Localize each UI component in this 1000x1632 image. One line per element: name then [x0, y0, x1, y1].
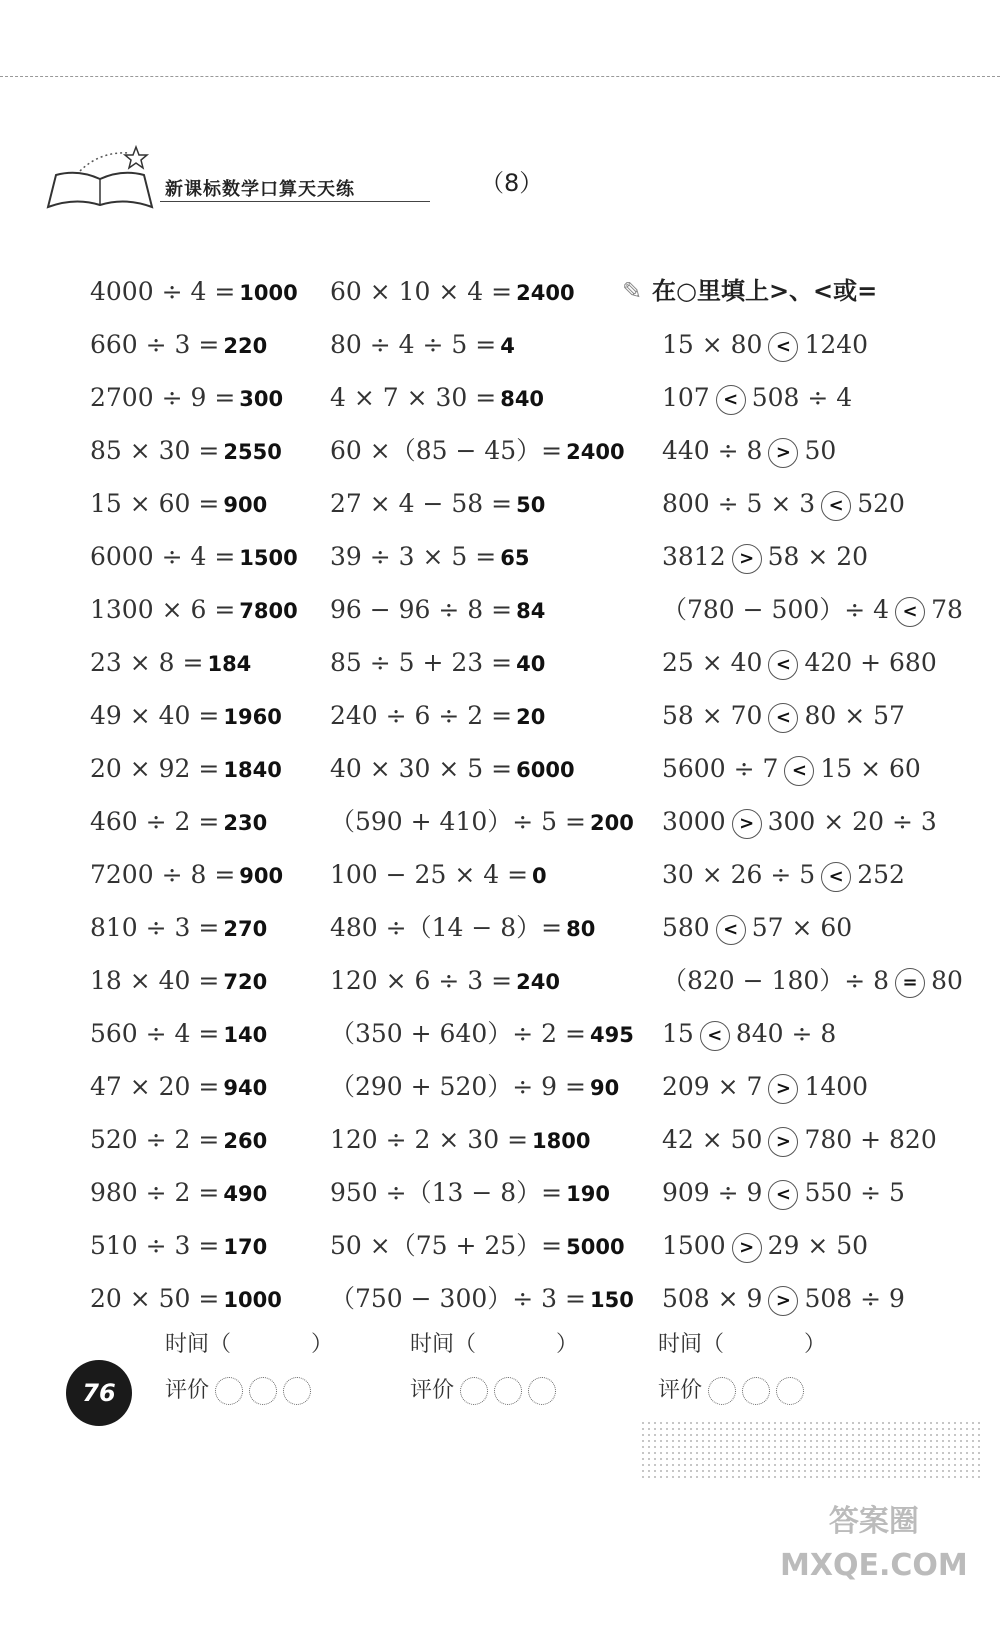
comparison-row: [622, 1113, 963, 1166]
expression: 2700 ÷ 9 =: [90, 383, 236, 412]
comparison-row: [622, 1272, 963, 1325]
book-title: 新课标数学口算天天练: [165, 179, 355, 200]
comparison-row: [622, 795, 963, 848]
answer: 940: [223, 1076, 268, 1100]
expression: 47 × 20 =: [90, 1072, 220, 1101]
expression: 660 ÷ 3 =: [90, 330, 220, 359]
calc-row: [330, 318, 634, 371]
comparison-left: 580: [662, 913, 710, 942]
answer: 840: [500, 387, 545, 411]
expression: （750 − 300）÷ 3 =: [330, 1284, 586, 1313]
expression: 18 × 40 =: [90, 966, 220, 995]
calc-row: [330, 1272, 634, 1325]
comparison-left: 209 × 7: [662, 1072, 763, 1101]
calc-row: [330, 848, 634, 901]
answer: 140: [223, 1023, 268, 1047]
calc-row: [330, 583, 634, 636]
decorative-speckle: [640, 1420, 980, 1480]
comparison-left: 107: [662, 383, 710, 412]
comparison-symbol: <: [821, 862, 851, 892]
comparison-row: [622, 318, 963, 371]
expression: 4 × 7 × 30 =: [330, 383, 497, 412]
comparison-symbol: <: [821, 491, 851, 521]
comparison-row: [622, 636, 963, 689]
calc-row: [330, 954, 634, 1007]
comparison-left: 800 ÷ 5 × 3: [662, 489, 816, 518]
answer: 240: [516, 970, 560, 994]
calc-row: [330, 1166, 634, 1219]
comparison-row: [622, 583, 963, 636]
expression: 20 × 50 =: [90, 1284, 220, 1313]
comparison-symbol: >: [768, 1127, 798, 1157]
pencil-icon: ✎: [622, 277, 643, 305]
answer: 1500: [239, 546, 298, 570]
comparison-row: [622, 371, 963, 424]
comparison-right: 252: [857, 860, 905, 889]
calc-row: [330, 1219, 634, 1272]
comparison-right: 780 + 820: [804, 1125, 937, 1154]
answer: 900: [239, 864, 284, 888]
expression: 100 − 25 × 4 =: [330, 860, 529, 889]
expression: 85 × 30 =: [90, 436, 220, 465]
answer: 40: [516, 652, 546, 676]
comparison-symbol: <: [768, 650, 798, 680]
expression: 510 ÷ 3 =: [90, 1231, 220, 1260]
smile-face-icon: [708, 1377, 736, 1405]
comparison-row: [622, 901, 963, 954]
comparison-right: 520: [857, 489, 905, 518]
column-2: [330, 265, 634, 1325]
expression: 460 ÷ 2 =: [90, 807, 220, 836]
comparison-row: [622, 1166, 963, 1219]
comparison-right: 80: [931, 966, 963, 995]
calc-row: [90, 1219, 298, 1272]
answer: 720: [223, 970, 268, 994]
answer: 80: [566, 917, 596, 941]
comparison-left: 508 × 9: [662, 1284, 763, 1313]
expression: 15 × 60 =: [90, 489, 220, 518]
calc-row: [90, 424, 298, 477]
comparison-symbol: <: [768, 1180, 798, 1210]
answer: 1800: [532, 1129, 591, 1153]
calc-row: [330, 424, 634, 477]
expression: 27 × 4 − 58 =: [330, 489, 513, 518]
comparison-right: 550 ÷ 5: [804, 1178, 905, 1207]
answer: 7800: [239, 599, 298, 623]
watermark: 答案圈 MXQE.COM: [780, 1504, 968, 1583]
comparison-symbol: =: [895, 968, 925, 998]
expression: 85 ÷ 5 + 23 =: [330, 648, 513, 677]
comparison-right: 58 × 20: [767, 542, 869, 571]
expression: 240 ÷ 6 ÷ 2 =: [330, 701, 513, 730]
comparison-right: 80 × 57: [804, 701, 905, 730]
comparison-symbol: >: [768, 438, 798, 468]
expression: （290 + 520）÷ 9 =: [330, 1072, 586, 1101]
comparison-row: [622, 1007, 963, 1060]
answer: 6000: [516, 758, 575, 782]
comparison-row: [622, 477, 963, 530]
answer: 495: [589, 1023, 634, 1047]
comparison-left: 30 × 26 ÷ 5: [662, 860, 816, 889]
comparison-left: 909 ÷ 9: [662, 1178, 763, 1207]
answer: 5000: [566, 1235, 625, 1259]
comparison-left: 1500: [662, 1231, 726, 1260]
answer: 220: [223, 334, 268, 358]
comparison-right: 57 × 60: [751, 913, 853, 942]
answer: 170: [223, 1235, 268, 1259]
comparison-symbol: <: [895, 597, 925, 627]
comparison-left: （780 − 500）÷ 4: [662, 595, 890, 624]
calc-row: [90, 318, 298, 371]
expression: 60 ×（85 − 45）=: [330, 436, 563, 465]
comparison-symbol: >: [732, 1233, 762, 1263]
expression: 980 ÷ 2 =: [90, 1178, 220, 1207]
answer: 1000: [223, 1288, 282, 1312]
comparison-left: 42 × 50: [662, 1125, 763, 1154]
comparison-right: 508 ÷ 9: [804, 1284, 905, 1313]
comparison-row: [622, 848, 963, 901]
answer: 84: [516, 599, 546, 623]
expression: 1300 × 6 =: [90, 595, 236, 624]
calc-row: [330, 530, 634, 583]
answer: 2400: [516, 281, 575, 305]
calc-row: [330, 265, 634, 318]
comparison-row: [622, 954, 963, 1007]
footer-block-1: 时间（ ） 评价: [165, 1332, 334, 1403]
calc-row: [90, 265, 298, 318]
expression: 50 ×（75 + 25）=: [330, 1231, 563, 1260]
answer: 190: [566, 1182, 610, 1206]
calc-row: [90, 371, 298, 424]
answer: 150: [589, 1288, 634, 1312]
comparison-row: [622, 530, 963, 583]
comparison-left: 15: [662, 1019, 694, 1048]
calc-row: [90, 689, 298, 742]
expression: 560 ÷ 4 =: [90, 1019, 220, 1048]
sad-face-icon: [776, 1377, 804, 1405]
calc-row: [90, 1007, 298, 1060]
smile-face-icon: [215, 1377, 243, 1405]
comparison-symbol: <: [768, 332, 798, 362]
title-underline: [160, 201, 430, 202]
comparison-left: 25 × 40: [662, 648, 763, 677]
answer: 2550: [223, 440, 282, 464]
comparison-row: [622, 424, 963, 477]
calc-row: [330, 1113, 634, 1166]
answer: 270: [223, 917, 268, 941]
comparison-right: 840 ÷ 8: [735, 1019, 837, 1048]
comparison-symbol: <: [716, 385, 746, 415]
comparison-right: 1240: [804, 330, 869, 359]
answer: 1000: [239, 281, 298, 305]
comparison-left: 440 ÷ 8: [662, 436, 763, 465]
column-3: [622, 265, 963, 1325]
calc-row: [90, 795, 298, 848]
calc-row: [90, 636, 298, 689]
open-book-icon: [40, 145, 160, 215]
section-number: （8）: [480, 169, 544, 197]
comparison-row: [622, 689, 963, 742]
expression: 49 × 40 =: [90, 701, 220, 730]
comparison-row: [622, 742, 963, 795]
comparison-right: 1400: [804, 1072, 869, 1101]
comparison-left: （820 − 180）÷ 8: [662, 966, 890, 995]
expression: 80 ÷ 4 ÷ 5 =: [330, 330, 497, 359]
calc-row: [330, 901, 634, 954]
comparison-row: [622, 1219, 963, 1272]
comparison-left: 5600 ÷ 7: [662, 754, 779, 783]
smile-face-icon: [460, 1377, 488, 1405]
answer: 2400: [566, 440, 625, 464]
neutral-face-icon: [494, 1377, 522, 1405]
calc-row: [90, 1166, 298, 1219]
answer: 65: [500, 546, 530, 570]
comparison-left: 3812: [662, 542, 726, 571]
comparison-symbol: >: [732, 809, 762, 839]
answer: 20: [516, 705, 546, 729]
comparison-right: 15 × 60: [820, 754, 921, 783]
answer: 4: [500, 334, 515, 358]
comparison-left: 3000: [662, 807, 726, 836]
page-header: [40, 145, 560, 215]
comparison-left: 58 × 70: [662, 701, 763, 730]
answer: 0: [532, 864, 547, 888]
answer: 230: [223, 811, 268, 835]
calc-row: [330, 795, 634, 848]
page-number-badge: 76: [66, 1360, 132, 1426]
expression: 120 × 6 ÷ 3 =: [330, 966, 513, 995]
answer: 300: [239, 387, 284, 411]
sad-face-icon: [283, 1377, 311, 1405]
calc-row: [90, 901, 298, 954]
sad-face-icon: [528, 1377, 556, 1405]
expression: （350 + 640）÷ 2 =: [330, 1019, 586, 1048]
column-1: [90, 265, 298, 1325]
comparison-row: [622, 1060, 963, 1113]
answer: 1840: [223, 758, 282, 782]
calc-row: [330, 477, 634, 530]
calc-row: [90, 530, 298, 583]
calc-row: [90, 742, 298, 795]
neutral-face-icon: [742, 1377, 770, 1405]
comparison-right: 50: [804, 436, 837, 465]
expression: 4000 ÷ 4 =: [90, 277, 236, 306]
calc-row: [90, 477, 298, 530]
comparison-symbol: >: [732, 544, 762, 574]
neutral-face-icon: [249, 1377, 277, 1405]
expression: （590 + 410）÷ 5 =: [330, 807, 586, 836]
expression: 480 ÷（14 − 8）=: [330, 913, 563, 942]
calc-row: [330, 371, 634, 424]
answer: 260: [223, 1129, 268, 1153]
answer: 200: [589, 811, 634, 835]
calc-row: [330, 742, 634, 795]
expression: 60 × 10 × 4 =: [330, 277, 513, 306]
calc-row: [330, 1060, 634, 1113]
answer: 490: [223, 1182, 268, 1206]
expression: 40 × 30 × 5 =: [330, 754, 513, 783]
expression: 950 ÷（13 − 8）=: [330, 1178, 563, 1207]
comparison-right: 29 × 50: [767, 1231, 869, 1260]
expression: 39 ÷ 3 × 5 =: [330, 542, 497, 571]
answer: 1960: [223, 705, 282, 729]
comparison-instruction: ✎ 在○里填上>、<或=: [622, 265, 963, 318]
answer: 900: [223, 493, 268, 517]
comparison-right: 78: [931, 595, 963, 624]
calc-row: [330, 1007, 634, 1060]
calc-row: [330, 636, 634, 689]
expression: 520 ÷ 2 =: [90, 1125, 220, 1154]
expression: 20 × 92 =: [90, 754, 220, 783]
comparison-right: 300 × 20 ÷ 3: [767, 807, 937, 836]
top-divider: [0, 76, 1000, 77]
expression: 810 ÷ 3 =: [90, 913, 220, 942]
comparison-symbol: <: [784, 756, 814, 786]
comparison-right: 508 ÷ 4: [751, 383, 853, 412]
comparison-left: 15 × 80: [662, 330, 763, 359]
expression: 120 ÷ 2 × 30 =: [330, 1125, 529, 1154]
comparison-symbol: <: [700, 1021, 730, 1051]
comparison-symbol: >: [768, 1286, 798, 1316]
calc-row: [90, 954, 298, 1007]
expression: 7200 ÷ 8 =: [90, 860, 236, 889]
calc-row: [90, 583, 298, 636]
answer: 50: [516, 493, 546, 517]
calc-row: [330, 689, 634, 742]
calc-row: [90, 1060, 298, 1113]
calc-row: [90, 848, 298, 901]
comparison-symbol: <: [716, 915, 746, 945]
footer-block-3: 时间（ ） 评价: [658, 1332, 827, 1403]
answer: 90: [589, 1076, 620, 1100]
calc-row: [90, 1113, 298, 1166]
comparison-symbol: >: [768, 1074, 798, 1104]
expression: 96 − 96 ÷ 8 =: [330, 595, 513, 624]
footer-block-2: 时间（ ） 评价: [410, 1332, 579, 1403]
comparison-right: 420 + 680: [804, 648, 937, 677]
answer: 184: [207, 652, 252, 676]
comparison-symbol: <: [768, 703, 798, 733]
calc-row: [90, 1272, 298, 1325]
expression: 6000 ÷ 4 =: [90, 542, 236, 571]
expression: 23 × 8 =: [90, 648, 204, 677]
